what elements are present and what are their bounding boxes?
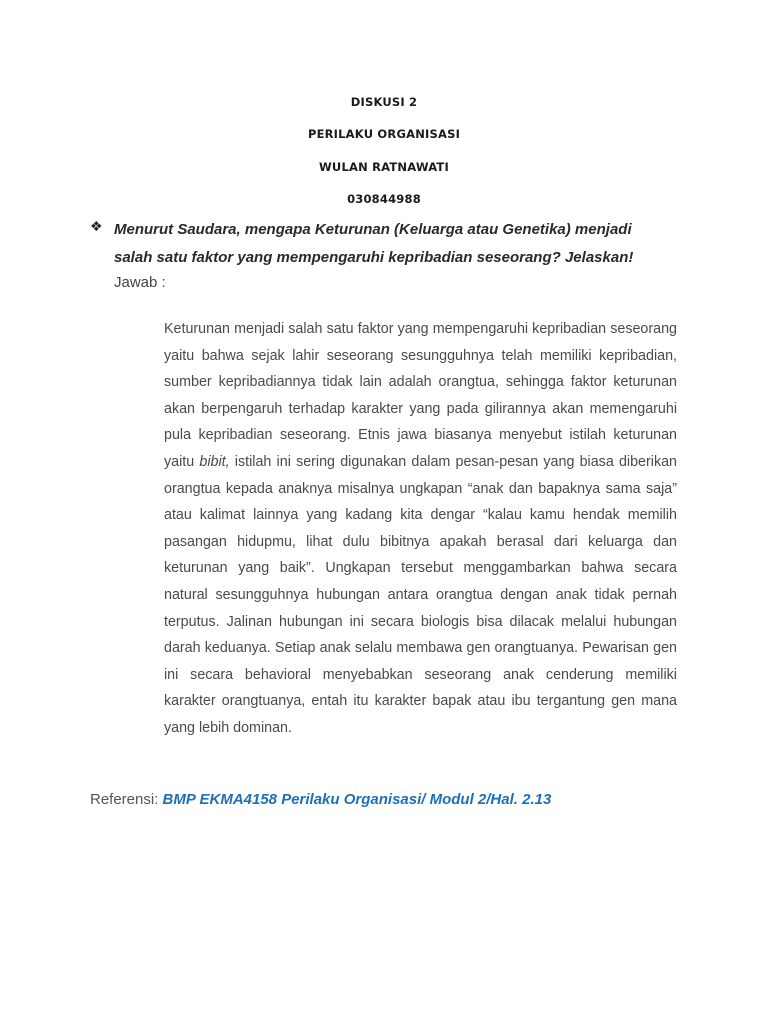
reference-label: Referensi: xyxy=(90,791,159,808)
student-name: WULAN RATNAWATI xyxy=(319,160,449,174)
document-title: DISKUSI 2 xyxy=(350,95,418,109)
answer-text-part2: istilah ini sering digunakan dalam pesan-pesan yang biasa diberikan orangtua kepada anaknya misalnya ungkapan “anak dan bapaknya sama saja” atau kalimat lainnya yang kadang kita dengar “kalau kamu hendak memilih pasangan hidupmu, lihat dulu bibitnya apakah berasal dari keluarga dan keturunan yang baik”. Ungkapan tersebut menggambarkan bahwa secara natural sesungguhnya hubungan antara orangtua dengan anak tidak pernah terputus. Jalinan hubungan ini secara biologis bisa dilacak melalui hubungan darah keduanya. Setiap anak selalu membawa gen orangtuanya. Pewarisan gen ini secara behavioral menyebabkan seseorang anak cenderung memiliki karakter orangtuanya, entah itu karakter bapak atau ibu tergantung gen mana yang lebih dominan. xyxy=(164,453,677,736)
question-text: Menurut Saudara, mengapa Keturunan (Keluarga atau Genetika) menjadi salah satu faktor yang mempengaruhi kepribadian seseorang? Jelaskan! xyxy=(114,221,634,266)
answer-body xyxy=(164,316,677,742)
reference-line xyxy=(90,791,551,808)
answer-text-part1: Keturunan menjadi salah satu faktor yang mempengaruhi kepribadian seseorang yaitu bahwa sejak lahir seseorang sesungguhnya telah memiliki kepribadian, sumber kepribadiannya tidak lain adalah orangtua, sehingga faktor keturunan akan berpengaruh terhadap karakter yang pada gilirannya akan memengaruhi pula kepribadian seseorang. Etnis jawa biasanya menyebut istilah keturunan yaitu xyxy=(164,321,677,470)
diamond-bullet-icon: ❖ xyxy=(90,218,103,234)
course-name: PERILAKU ORGANISASI xyxy=(307,127,461,141)
reference-link[interactable]: BMP EKMA4158 Perilaku Organisasi/ Modul 2/Hal. 2.13 xyxy=(162,791,552,808)
answer-italic-term: bibit, xyxy=(199,453,230,470)
answer-label: Jawab : xyxy=(114,274,166,291)
answer-paragraph xyxy=(164,316,677,742)
student-id: 030844988 xyxy=(347,192,421,206)
